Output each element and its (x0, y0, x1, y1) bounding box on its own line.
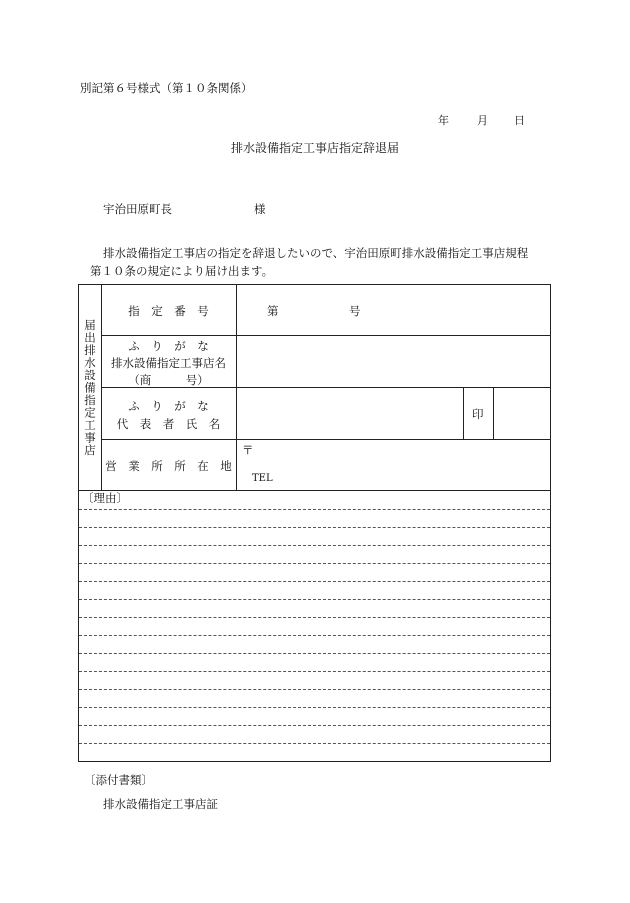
addressee: 宇治田原町長 (103, 202, 172, 216)
application-form-table (78, 284, 551, 762)
postal-mark: 〒 (242, 443, 254, 457)
form-number-label: 別記第６号様式（第１０条関係） (80, 81, 253, 95)
reason-line (79, 707, 550, 708)
reason-line (79, 599, 550, 600)
section-label: 届出排水設備指定工事店 (83, 318, 97, 457)
row-divider (101, 335, 550, 336)
reason-line (79, 581, 550, 582)
designation-number-label: 指 定 番 号 (128, 304, 209, 318)
tel-label: TEL (252, 473, 273, 484)
attachment-item: 排水設備指定工事店証 (103, 797, 218, 811)
body-text-line-1: 排水設備指定工事店の指定を辞退したいので、宇治田原町排水設備指定工事店規程 (103, 246, 529, 260)
shop-name-label: 排水設備指定工事店名 (111, 356, 226, 370)
reason-line (79, 509, 550, 510)
row-divider (101, 439, 550, 440)
seal-divider-left (463, 387, 464, 439)
seal-label: 印 (472, 407, 484, 421)
body-text-line-2: 第１０条の規定により届け出ます。 (90, 264, 274, 278)
attachments-heading: 〔添付書類〕 (84, 773, 153, 787)
shop-name-furigana: ふ り が な (128, 339, 209, 353)
reason-label: 〔理由〕 (82, 491, 128, 505)
address-label: 営 業 所 所 在 地 (105, 459, 232, 473)
reason-line (79, 545, 550, 546)
reason-divider (79, 490, 550, 491)
representative-furigana: ふ り が な (128, 399, 209, 413)
date-day-label: 日 (514, 114, 525, 127)
seal-divider-right (493, 387, 494, 439)
reason-line (79, 635, 550, 636)
reason-line (79, 743, 550, 744)
reason-line (79, 563, 550, 564)
reason-line (79, 653, 550, 654)
designation-number-suffix: 号 (349, 304, 361, 318)
reason-line (79, 671, 550, 672)
designation-number-prefix: 第 (267, 304, 279, 318)
document-title: 排水設備指定工事店指定辞退届 (230, 141, 399, 155)
reason-line (79, 617, 550, 618)
reason-line (79, 689, 550, 690)
reason-line (79, 527, 550, 528)
date-year-label: 年 (438, 114, 449, 127)
shop-name-sub: （商 号） (128, 373, 209, 387)
representative-label: 代 表 者 氏 名 (116, 417, 221, 431)
reason-line (79, 725, 550, 726)
honorific: 様 (254, 202, 266, 216)
date-month-label: 月 (477, 114, 488, 127)
